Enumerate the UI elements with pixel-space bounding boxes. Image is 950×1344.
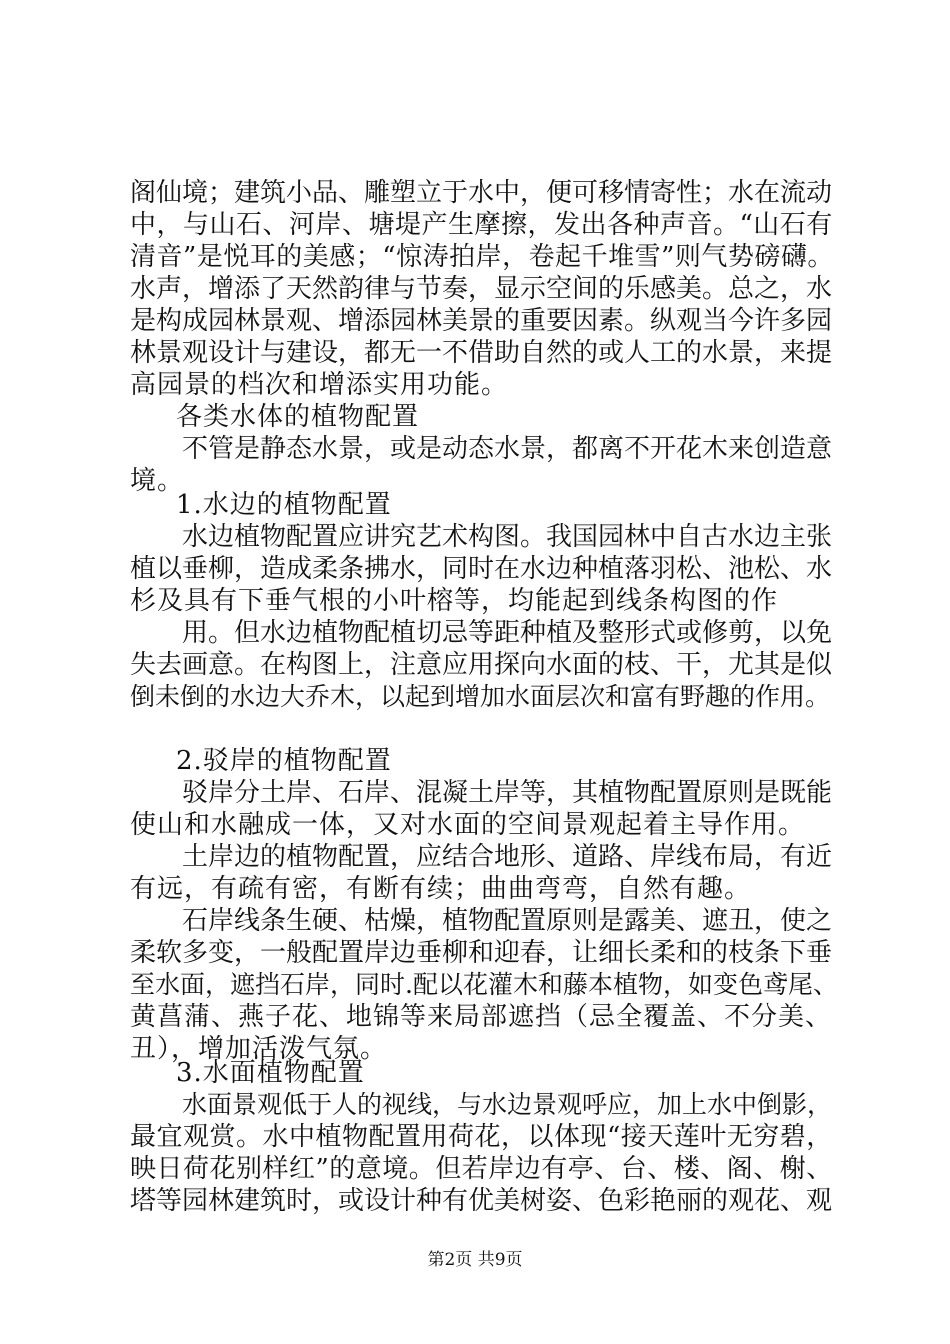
text-line: 土岸边的植物配置，应结合地形、道路、岸线布局，有近	[182, 842, 833, 872]
subsection-heading: 2.驳岸的植物配置	[176, 746, 392, 776]
text-line: 是构成园林景观、增添园林美景的重要因素。纵观当今许多园	[130, 306, 833, 336]
text-line: 黄菖蒲、燕子花、地锦等来局部遮挡（忌全覆盖、不分美、	[130, 1002, 833, 1032]
subsection-heading: 1.水边的植物配置	[176, 490, 392, 520]
page-number-footer: 第2页 共9页	[427, 1250, 523, 1270]
text-line: 水边植物配置应讲究艺术构图。我国园林中自古水边主张	[182, 522, 833, 552]
text-line: 水声，增添了天然韵律与节奏，显示空间的乐感美。总之，水	[130, 274, 833, 304]
text-line: 柔软多变，一般配置岸边垂柳和迎春，让细长柔和的枝条下垂	[130, 938, 833, 968]
text-line: 阁仙境；建筑小品、雕塑立于水中，便可移情寄性；水在流动	[130, 178, 833, 208]
section-heading: 各类水体的植物配置	[176, 402, 420, 432]
text-line: 石岸线条生硬、枯燥，植物配置原则是露美、遮丑，使之	[182, 906, 833, 936]
text-line: 映日荷花别样红”的意境。但若岸边有亭、台、楼、阁、榭、	[130, 1154, 833, 1184]
text-line: 境。	[130, 466, 185, 496]
text-line: 至水面，遮挡石岸，同时.配以花灌木和藤本植物，如变色鸢尾、	[130, 970, 838, 999]
text-line: 塔等园林建筑时，或设计种有优美树姿、色彩艳丽的观花、观	[130, 1186, 833, 1216]
text-line: 使山和水融成一体，又对水面的空间景观起着主导作用。	[130, 810, 806, 840]
text-line: 水面景观低于人的视线，与水边景观呼应，加上水中倒影，	[182, 1090, 833, 1119]
text-line: 中，与山石、河岸、塘堤产生摩擦，发出各种声音。“山石有	[130, 210, 833, 240]
text-line: 丑），增加活泼气氛。	[130, 1034, 388, 1064]
text-line: 清音”是悦耳的美感；“惊涛拍岸，卷起千堆雪”则气势磅礴。	[130, 242, 834, 272]
text-line: 杉及具有下垂气根的小叶榕等，均能起到线条构图的作	[130, 586, 779, 616]
subsection-heading: 3.水面植物配置	[176, 1058, 365, 1088]
text-line: 高园景的档次和增添实用功能。	[130, 370, 509, 400]
text-line: 用。但水边植物配植切忌等距种植及整形式或修剪，以免	[182, 618, 833, 648]
text-line: 林景观设计与建设，都无一不借助自然的或人工的水景，来提	[130, 338, 833, 368]
text-line: 驳岸分土岸、石岸、混凝土岸等，其植物配置原则是既能	[182, 778, 833, 808]
text-line: 不管是静态水景，或是动态水景，都离不开花木来创造意	[182, 434, 833, 464]
text-line: 失去画意。在构图上，注意应用探向水面的枝、干，尤其是似	[130, 650, 833, 680]
text-line: 倒未倒的水边大乔木，以起到增加水面层次和富有野趣的作用。	[130, 682, 831, 711]
text-line: 有远，有疏有密，有断有续；曲曲弯弯，自然有趣。	[130, 874, 752, 904]
text-line: 最宜观赏。水中植物配置用荷花，以体现“接天莲叶无穷碧，	[130, 1122, 833, 1152]
text-line: 植以垂柳，造成柔条拂水，同时在水边种植落羽松、池松、水	[130, 554, 833, 584]
